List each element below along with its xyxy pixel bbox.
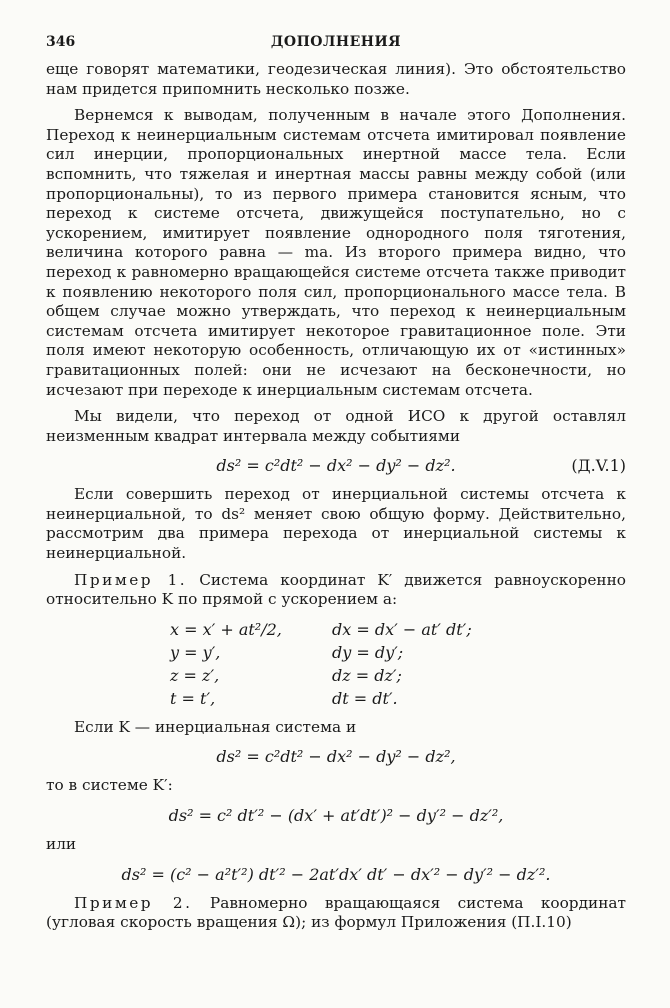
paragraph-or: или (46, 835, 77, 854)
paragraph-example-2 (46, 894, 626, 933)
transform-left: x = x′ + at²/2, (170, 619, 282, 639)
equation-dv1-body: ds² = c²dt² − dx² − dy² − dz². (216, 456, 456, 476)
page-number: 346 (46, 34, 76, 50)
running-title: ДОПОЛНЕНИЯ (270, 34, 402, 50)
paragraph-inertial-forces: Вернемся к выводам, полученным в начале этого Дополнения. Переход к неинерциальным системам отсчета имитировал появление сил инерции, пропорциональных инертной массе тела. Если вспомнить, что тяжелая и инертная массы равны между собой (или пропорциональны), то из первого примера становится ясным, что переход к системе отсчета, движущейся поступательно, но с ускорением, имитирует появление однородного поля тяготения, величина которого равна — ma. Из второго примера видно, что переход к равномерно вращающейся системе отсчета также приводит к появлению некоторого поля сил, пропорционального массе тела. В общем случае можно утверждать, что переход к неинерциальным системам отсчета имитирует некоторое гравитационное поле. Эти поля имеют некоторую особенность, отличающую их от «истинных» гравитационных полей: они не исчезают на бесконечности, но исчезают при переходе к инерциальным системам отсчета. (46, 106, 626, 399)
paragraph-in-k-prime: то в системе K′: (46, 776, 173, 795)
paragraph-interval-invariance: Мы видели, что переход от одной ИСО к другой оставлял неизменным квадрат интервала между событиями (46, 407, 626, 445)
transform-row (170, 687, 626, 710)
paragraph-noninertial-transition: Если совершить переход от инерциальной системы отсчета к неинерциальной, то ds² меняет свою общую форму. Действительно, рассмотрим два примера перехода от инерциальной системы к неинерциальной. (46, 485, 626, 563)
paragraph-inertial-k: Если K — инерциальная система и (74, 717, 357, 736)
equation-primed-interval: ds² = c² dt′² − (dx′ + at′dt′)² − dy′² − dz′², (168, 806, 504, 826)
transform-left: z = z′, (170, 665, 220, 685)
transform-row (170, 664, 626, 687)
transform-row (170, 641, 626, 664)
transform-right: dz = dz′; (332, 665, 402, 685)
example-1-label: Пример 1. (74, 570, 188, 589)
page-header (46, 34, 626, 60)
transform-right: dx = dx′ − at′ dt′; (332, 619, 472, 639)
paragraph-continuation: еще говорят математики, геодезическая линия). Это обстоятельство нам придется припомнить несколько позже. (46, 60, 626, 98)
equation-dv1 (46, 456, 626, 475)
book-page (46, 34, 626, 933)
transform-right: dt = dt′. (332, 688, 398, 708)
transform-row (170, 618, 626, 641)
example-2-text: Равномерно вращающаяся система координат (угловая скорость вращения Ω); из формул Приложения (П.I.10) (46, 893, 626, 932)
example-2-label: Пример 2. (74, 893, 193, 912)
transform-right: dy = dy′; (332, 642, 404, 662)
equation-inertial-interval: ds² = c²dt² − dx² − dy² − dz², (216, 747, 456, 767)
equation-dv1-tag: (Д.V.1) (571, 456, 626, 476)
transform-left: t = t′, (170, 688, 216, 708)
transformation-system (170, 618, 626, 710)
example-1-text: Система координат K′ движется равноускоренно относительно K по прямой с ускорением a: (46, 570, 626, 609)
transform-left: y = y′, (170, 642, 221, 662)
paragraph-example-1 (46, 571, 626, 610)
equation-expanded-interval: ds² = (c² − a²t′²) dt′² − 2at′dx′ dt′ − dx′² − dy′² − dz′². (121, 864, 551, 884)
